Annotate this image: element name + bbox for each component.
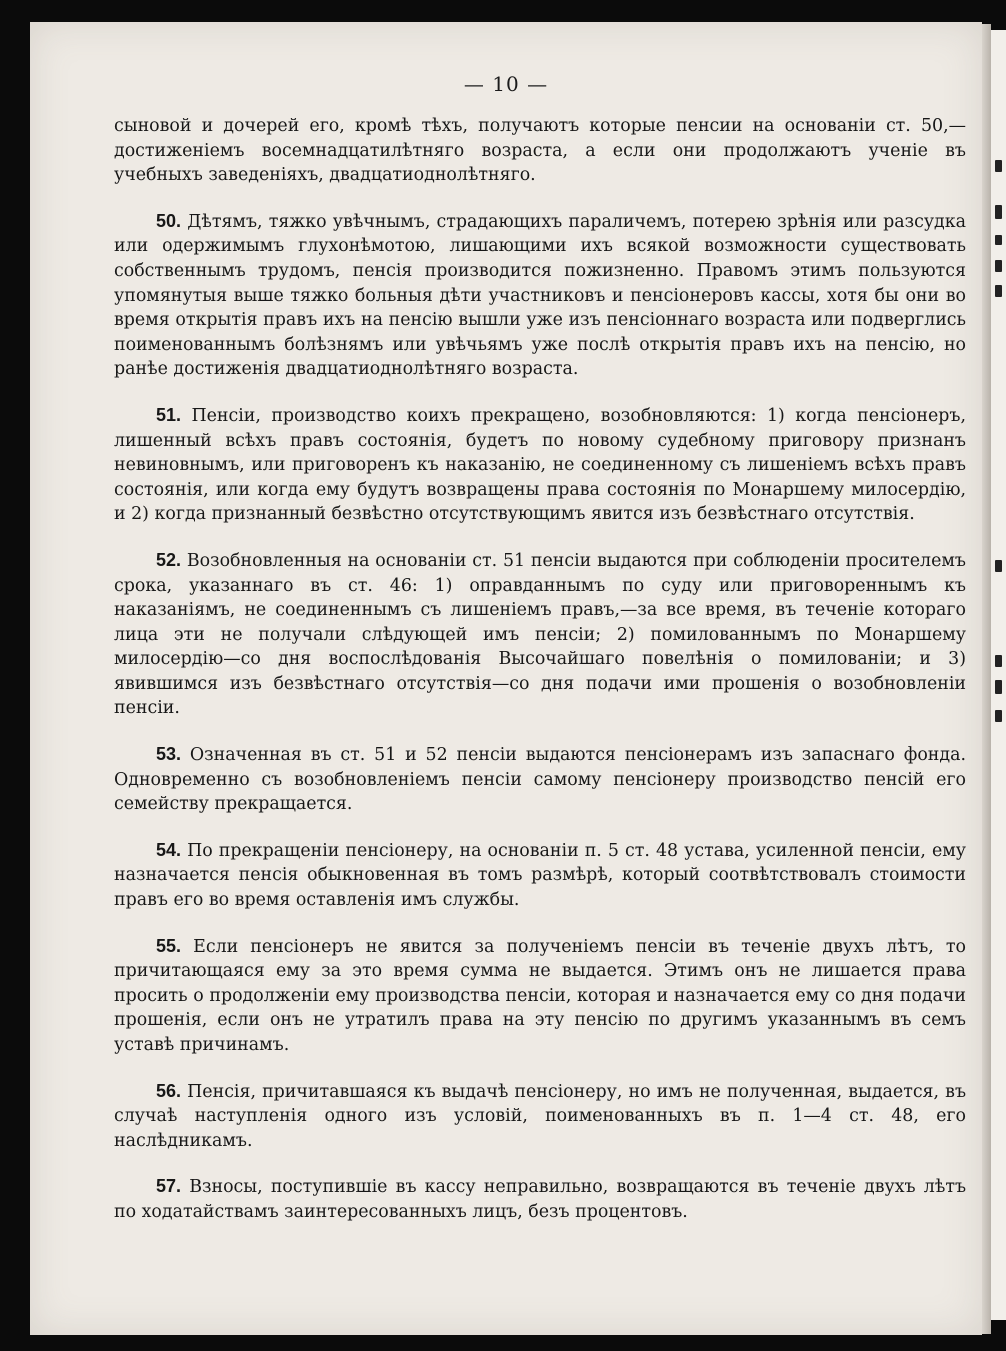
article-51: [114, 403, 966, 527]
article-number: 53.: [156, 744, 182, 765]
article-text: Пенсіи, производство коихъ прекращено, возобновляются: 1) когда пенсіонеръ, лишенный всѣхъ правъ состоянія, будетъ по новому судебному приговору признанъ невиновнымъ, или приговоренъ къ наказанію, не соединенному съ лишеніемъ всѣхъ правъ состоянія, или когда ему будутъ возвращены права состоянія по Монаршему милосердію, и 2) когда признанный безвѣстно отсутствующимъ явится изъ безвѣстнаго отсутствія.: [114, 405, 966, 525]
article-number: 54.: [156, 839, 182, 860]
article-text: Дѣтямъ, тяжко увѣчнымъ, страдающихъ параличемъ, потерею зрѣнія или разсудка или одержимымъ глухонѣмотою, лишающими ихъ всякой возможности существовать собственнымъ трудомъ, пенсія производится пожизненно. Правомъ этимъ пользуются упомянутыя выше тяжко больныя дѣти участниковъ и пенсіонеровъ кассы, хотя бы они во время открытія правъ ихъ на пенсію вышли уже изъ пенсіоннаго возраста или подверглись поименованнымъ болѣзнямъ или увѣчьямъ уже послѣ открытія правъ ихъ на пенсію, но ранѣе достиженія двадцатиоднолѣтняго возраста.: [114, 211, 966, 380]
ink-mark: [995, 205, 1002, 219]
article-55: [114, 934, 966, 1058]
article-54: [114, 838, 966, 913]
ink-mark: [995, 655, 1002, 667]
page-number: — 10 —: [463, 72, 549, 96]
ink-mark: [995, 235, 1002, 245]
article-number: 57.: [156, 1176, 182, 1197]
ink-mark: [995, 260, 1002, 272]
article-number: 52.: [156, 549, 182, 570]
article-50: [114, 209, 966, 382]
article-text: По прекращеніи пенсіонеру, на основаніи п. 5 ст. 48 устава, усиленной пенсіи, ему назначается пенсія обыкновенная въ томъ размѣрѣ, который соотвѣтствовалъ стоимости правъ его во время оставленія имъ службы.: [114, 840, 967, 911]
article-text: Если пенсіонеръ не явится за полученіемъ пенсіи въ теченіе двухъ лѣтъ, то причитающаяся ему за это время сумма не выдается. Этимъ онъ не лишается права просить о продолженіи ему производства пенсіи, которая и назначается ему со дня подачи прошенія, если онъ не утратилъ права на эту пенсію по другимъ указаннымъ въ семъ уставѣ причинамъ.: [114, 936, 967, 1055]
page-body: [114, 114, 966, 1246]
article-number: 55.: [156, 935, 182, 956]
ink-mark: [995, 160, 1002, 172]
article-52: [114, 548, 966, 721]
paragraph-continuation: [114, 114, 966, 188]
page-edge-shadow: [982, 24, 991, 1334]
document-page: [30, 22, 982, 1335]
article-53: [114, 742, 966, 817]
article-number: 50.: [156, 210, 182, 231]
article-text: Пенсія, причитавшаяся къ выдачѣ пенсіонеру, но имъ не полученная, выдается, въ случаѣ наступленія одного изъ условій, поименованныхъ въ п. 1—4 ст. 48, его наслѣдникамъ.: [114, 1081, 967, 1151]
article-number: 51.: [156, 404, 182, 425]
ink-mark: [995, 560, 1002, 572]
ink-mark: [995, 710, 1002, 722]
adjacent-page-edge: [991, 30, 1006, 1320]
article-56: [114, 1079, 966, 1154]
article-number: 56.: [156, 1080, 182, 1101]
article-text: Означенная въ ст. 51 и 52 пенсіи выдаются пенсіонерамъ изъ запаснаго фонда. Одновременно съ возобновленіемъ пенсіи самому пенсіонеру производство пенсій его семейству прекращается.: [114, 745, 966, 815]
article-text: Возобновленныя на основаніи ст. 51 пенсіи выдаются при соблюденіи просителемъ срока, указаннаго въ ст. 46: 1) оправданнымъ по суду или приговореннымъ къ наказаніямъ, не соединеннымъ съ лишеніемъ правъ,—за все время, въ теченіе котораго лица эти не получали слѣдующей имъ пенсіи; 2) помилованнымъ по Монаршему милосердію—со дня воспослѣдованія Высочайшаго повелѣнія о помилованіи; и 3) явившимся изъ безвѣстнаго отсутствія—со дня подачи ими прошенія о возобновленіи пенсіи.: [114, 550, 966, 719]
paragraph-text: сыновой и дочерей его, кромѣ тѣхъ, получаютъ которые пенсии на основаніи ст. 50,— достиженіемъ восемнадцатилѣтняго возраста, а если они продолжаютъ ученіе въ учебныхъ заведеніяхъ, двадцатиоднолѣтняго.: [114, 116, 966, 186]
ink-mark: [995, 285, 1002, 297]
article-57: [114, 1174, 966, 1224]
ink-mark: [995, 680, 1002, 694]
article-text: Взносы, поступившіе въ кассу неправильно, возвращаются въ теченіе двухъ лѣтъ по ходатайствамъ заинтересованныхъ лицъ, безъ процентовъ.: [114, 1177, 967, 1222]
